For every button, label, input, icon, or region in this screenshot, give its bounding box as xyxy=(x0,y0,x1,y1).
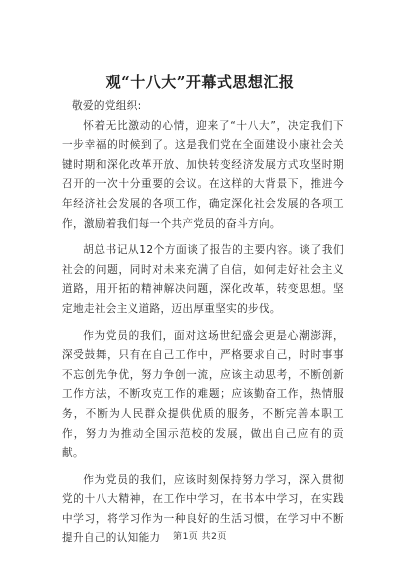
paragraph-3: 作为党员的我们，面对这场世纪盛会更是心潮澎湃，深受鼓舞，只有在自己工作中，严格要求自己，时时事事不忘创先争优，努力争创一流，应该主动思考，不断创新工作方法，不断攻克工作的难题；应该勤奋工作，热情服务，不断为人民群众提供优质的服务，不断完善本职工作，努力为推动全国示范校的发展，做出自己应有的贡献。 xyxy=(62,329,344,460)
page-number-footer: 第1页 共2页 xyxy=(173,532,227,542)
document-title: 观“十八大”开幕式思想汇报 xyxy=(105,73,295,91)
paragraph-2: 胡总书记从12个方面谈了报告的主要内容。谈了我们社会的问题，同时对未来充满了自信，如何走好社会主义道路，用开拓的精神解决问题，深化改革，转变思想。坚定地走社会主义道路，迈出厚重坚实的步伐。 xyxy=(62,244,344,315)
paragraph-1: 怀着无比激动的心情，迎来了“十八大”，决定我们下一步幸福的时候到了。这是我们党在全面建设小康社会关键时期和深化改革开放、加快转变经济发展方式攻坚时期召开的一次十分重要的会议。在这样的大背景下，推进今年经济社会发展的各项工作，确定深化社会发展的各项工作，激励着我们每一个共产党员的奋斗方向。 xyxy=(62,119,344,230)
paragraph-4: 作为党员的我们，应该时刻保持努力学习，深入贯彻党的十八大精神，在工作中学习，在书本中学习，在实践中学习，将学习作为一种良好的生活习惯，在学习中不断提升自己的认知能力 xyxy=(62,473,344,545)
greeting: 敬爱的党组织: xyxy=(72,100,142,112)
document-body xyxy=(62,97,344,549)
